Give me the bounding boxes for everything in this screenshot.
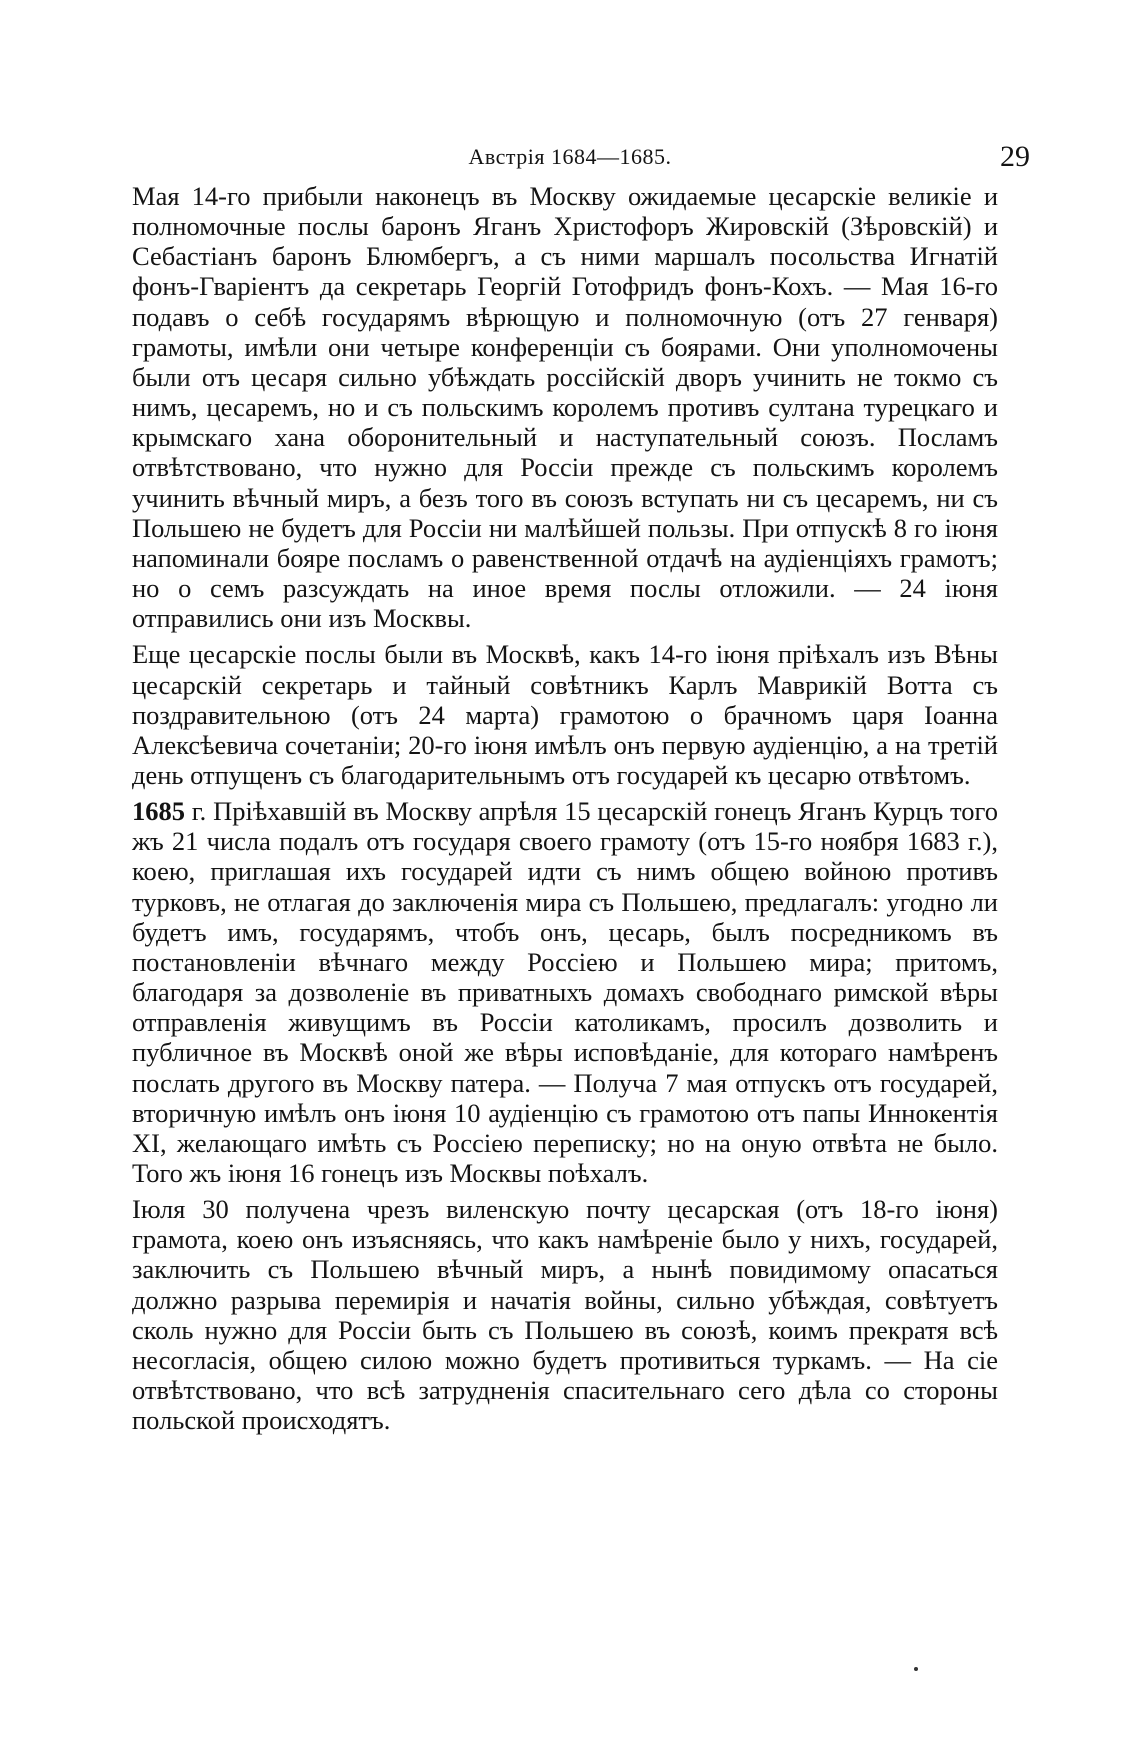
paragraph-votta-secretary: Еще цесарскіе послы были въ Москвѣ, какъ 14-го іюня пріѣхалъ изъ Вѣны цесарскій секретарь и тайный совѣтникъ Карлъ Маврикій Вотта съ поздравительною (отъ 24 марта) грамотою о брачномъ царя Іоанна Алексѣевича сочетаніи; 20-го іюня имѣлъ онъ первую аудіенцію, а на третій день отпущенъ съ благодарительнымъ отъ государей къ цесарю отвѣтомъ.	[132, 639, 998, 790]
paragraph-may-embassy: Мая 14-го прибыли наконецъ въ Москву ожидаемые цесарскіе великіе и полномочные послы баронъ Яганъ Христофоръ Жировскій (Зѣровскій) и Себастіанъ баронъ Блюмбергъ, а съ ними маршалъ посольства Игнатій фонъ-Гваріентъ да секретарь Георгій Готофридъ фонъ-Кохъ. — Мая 16-го подавъ о себѣ государямъ вѣрющую и полномочную (отъ 27 генваря) грамоты, имѣли они четыре конференціи съ боярами. Они уполномочены были отъ цесаря сильно убѣждать россійскій дворъ учинить не токмо съ нимъ, цесаремъ, но и съ польскимъ королемъ противъ султана турецкаго и крымскаго хана оборонительный и наступательный союзъ. Посламъ отвѣтствовано, что нужно для Россіи прежде съ польскимъ королемъ учинить вѣчный миръ, а безъ того въ союзъ вступать ни съ цесаремъ, ни съ Польшею не будетъ для Россіи ни малѣйшей пользы. При отпускѣ 8 го іюня напоминали бояре посламъ о равенственной отдачѣ на аудіенціяхъ грамотъ; но о семъ разсуждать на иное время послы отложили. — 24 іюня отправились они изъ Москвы.	[132, 181, 998, 634]
page-number: 29	[1000, 140, 1030, 173]
paragraph-july-letter: Іюля 30 получена чрезъ виленскую почту цесарская (отъ 18-го іюня) грамота, коею онъ изъясняясь, что какъ намѣреніе было у нихъ, государей, заключить съ Польшею вѣчный миръ, а нынѣ повидимому опасаться должно разрыва перемирія и начатія войны, сильно убѣждая, совѣтуетъ сколь нужно для Россіи быть съ Польшею въ союзѣ, коимъ прекратя всѣ несогласія, общею силою можно будетъ противиться туркамъ. — На сіе отвѣтствовано, что всѣ затрудненія спасительнаго сего дѣла со стороны польской происходятъ.	[132, 1194, 998, 1436]
paragraph-1685-text: г. Пріѣхавшій въ Москву апрѣля 15 цесарскій гонецъ Яганъ Курцъ того жъ 21 числа подалъ отъ государя своего грамоту (отъ 15-го ноября 1683 г.), коею, приглашая ихъ государей идти съ нимъ общею войною противъ турковъ, не отлагая до заключенія мира съ Польшею, предлагалъ: угодно ли будетъ имъ, государямъ, чтобъ онъ, цесарь, былъ посредникомъ въ постановленіи вѣчнаго между Россіею и Польшею мира; притомъ, благодаря за дозволеніе въ приватныхъ домахъ свободнаго римской вѣры отправленія живущимъ въ Россіи католикамъ, просилъ дозволить и публичное въ Москвѣ оной же вѣры исповѣданіе, для котораго намѣренъ послать другого въ Москву патера. — Получа 7 мая отпускъ отъ государей, вторичную имѣлъ онъ іюня 10 аудіенцію съ грамотою отъ папы Иннокентія XI, желающаго имѣть съ Россіею переписку; но на оную отвѣта не было. Того жъ іюня 16 гонецъ изъ Москвы поѣхалъ.	[132, 796, 998, 1188]
year-heading: 1685	[132, 796, 185, 827]
running-head	[0, 140, 1140, 174]
running-title: Австрія 1684—1685.	[468, 144, 672, 169]
body-text	[132, 181, 998, 1441]
print-speck	[914, 1667, 918, 1671]
paragraph-1685-kurz	[132, 796, 998, 1188]
